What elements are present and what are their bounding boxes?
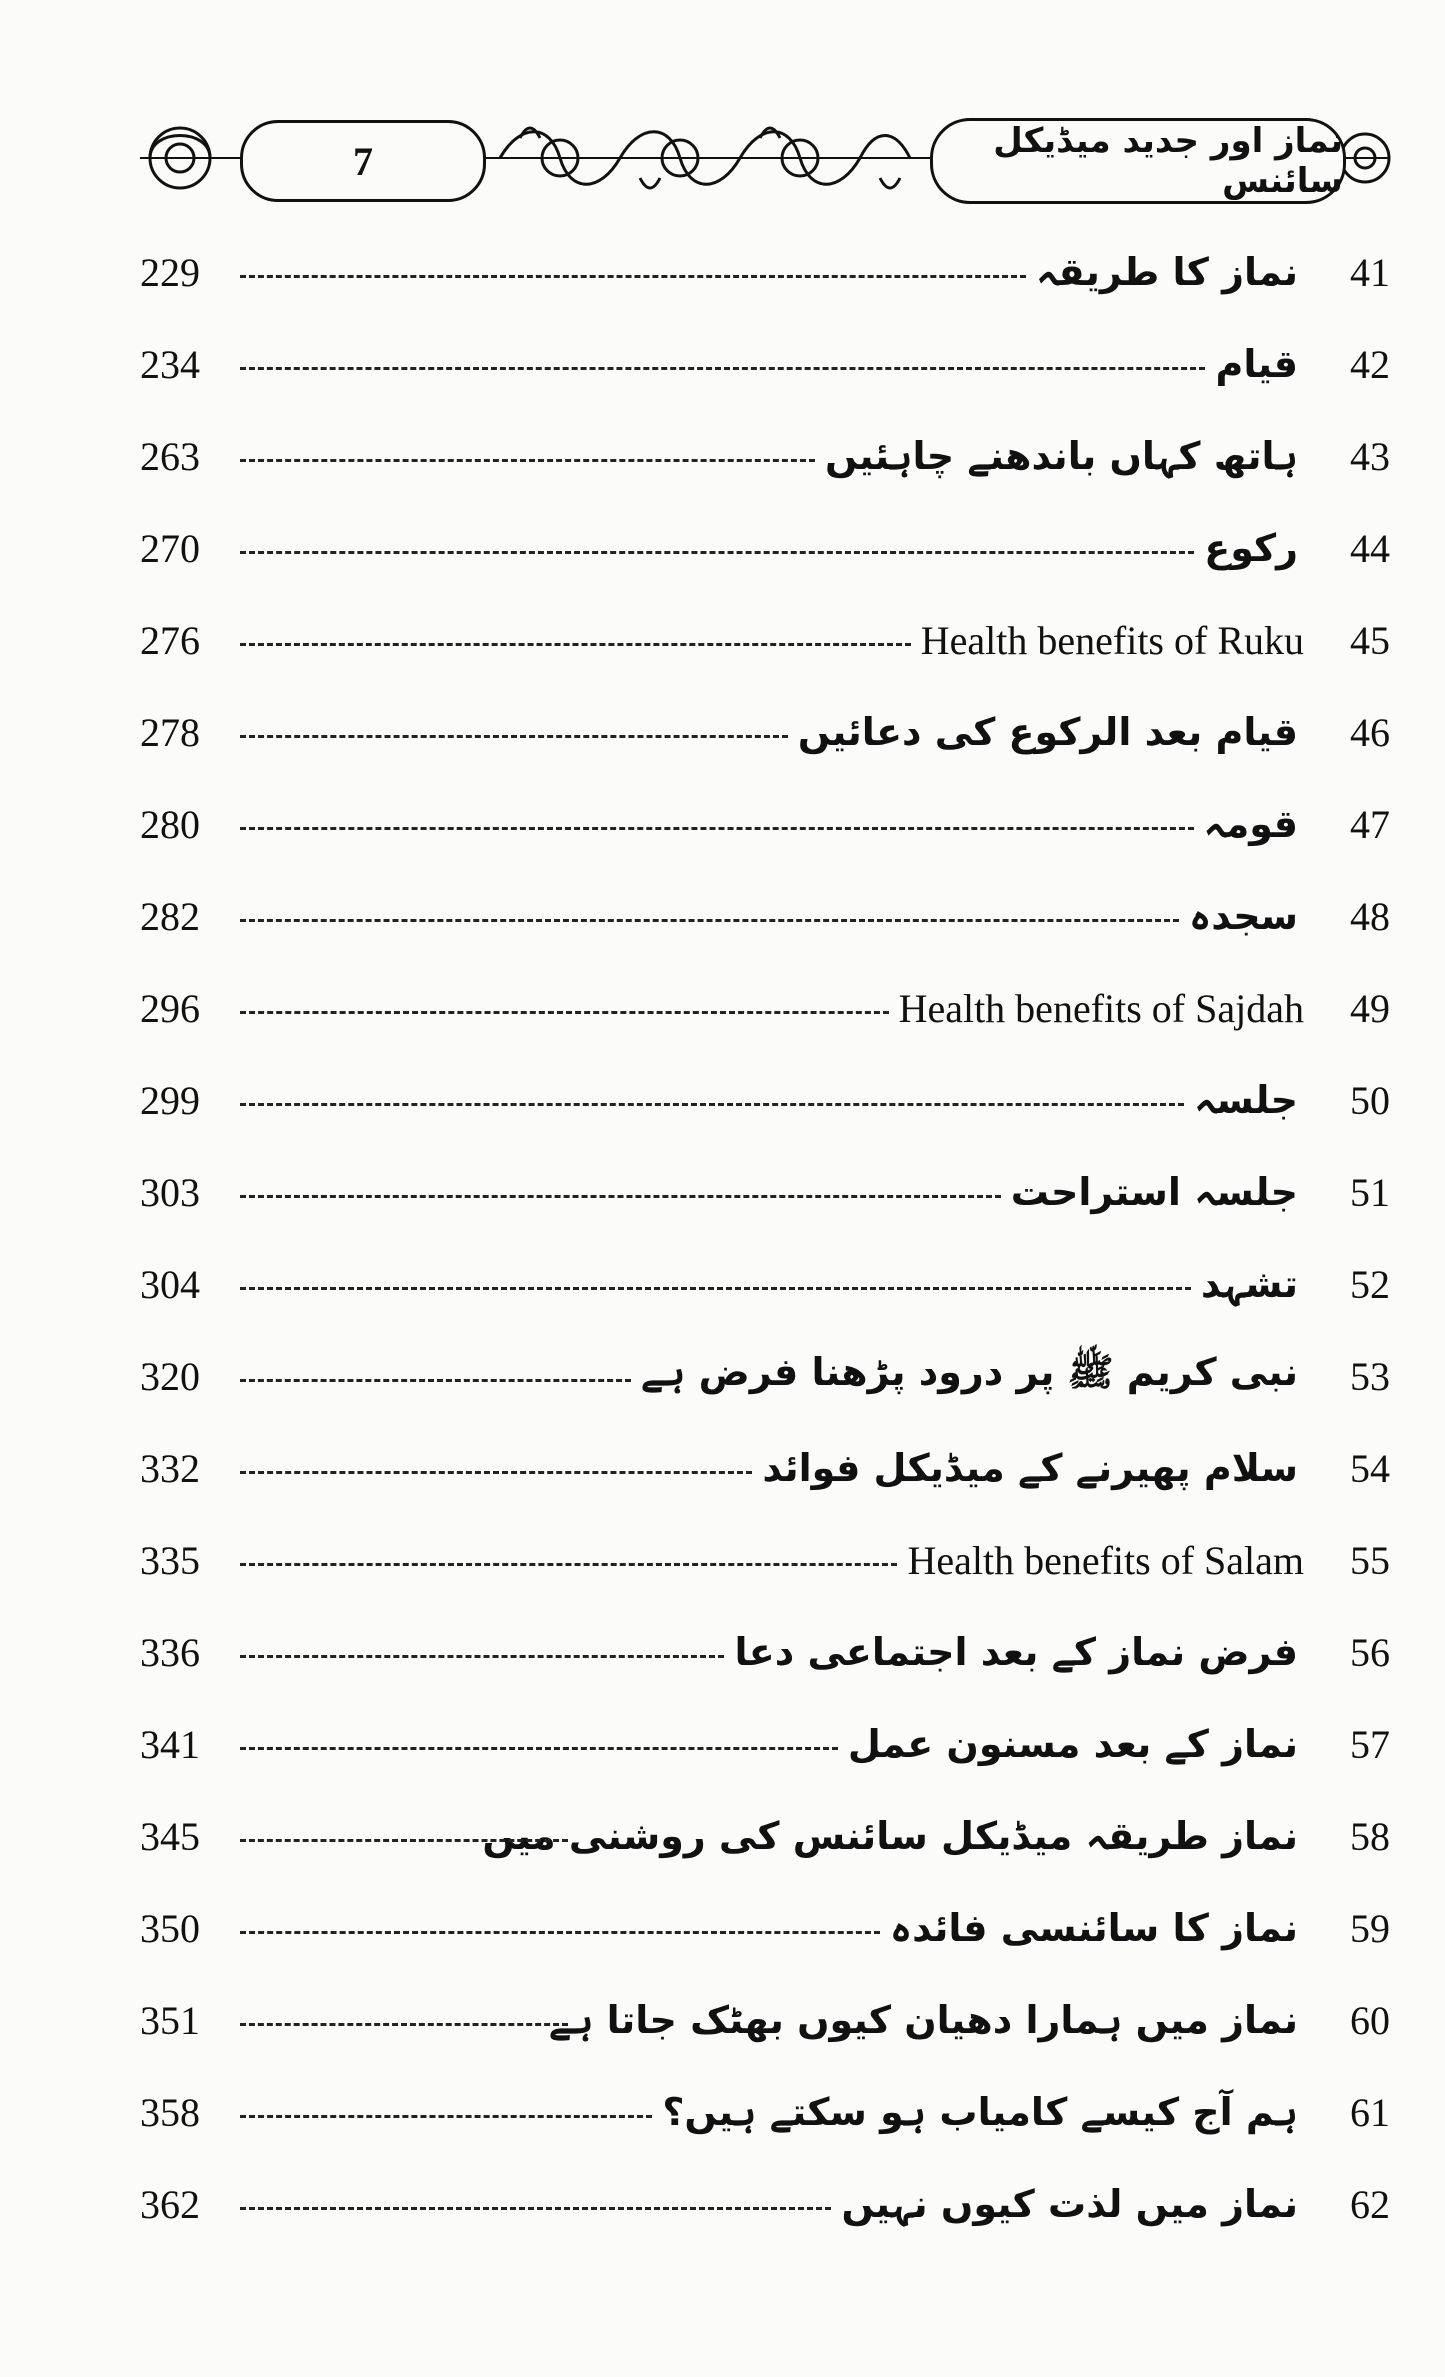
dot-leader (240, 735, 788, 738)
dot-leader (240, 551, 1194, 554)
entry-page-number: 270 (140, 525, 200, 571)
entry-title: نماز کا طریقہ (1035, 250, 1298, 294)
entry-page-number: 332 (140, 1445, 200, 1491)
entry-page-number: 350 (140, 1905, 200, 1951)
entry-number: 58 (1350, 1813, 1390, 1859)
toc-entry (140, 778, 1390, 870)
entry-number: 57 (1350, 1721, 1390, 1767)
entry-number: 44 (1350, 525, 1390, 571)
entry-number: 48 (1350, 893, 1390, 939)
entry-page-number: 303 (140, 1169, 200, 1215)
entry-page-number: 345 (140, 1813, 200, 1859)
dot-leader (240, 1379, 631, 1382)
entry-number: 62 (1350, 2181, 1390, 2227)
toc-entry (140, 1146, 1390, 1238)
entry-number: 51 (1350, 1169, 1390, 1215)
entry-page-number: 263 (140, 433, 200, 479)
entry-title: قومہ (1203, 802, 1298, 846)
entry-number: 59 (1350, 1905, 1390, 1951)
table-of-contents (140, 226, 1390, 2250)
toc-entry (140, 1882, 1390, 1974)
entry-page-number: 282 (140, 893, 200, 939)
dot-leader (240, 643, 911, 646)
toc-entry (140, 410, 1390, 502)
entry-page-number: 296 (140, 985, 200, 1031)
toc-entry (140, 1974, 1390, 2066)
entry-page-number: 335 (140, 1537, 200, 1583)
toc-entry (140, 2158, 1390, 2250)
entry-number: 47 (1350, 801, 1390, 847)
entry-page-number: 299 (140, 1077, 200, 1123)
dot-leader (240, 1471, 752, 1474)
toc-entry (140, 2066, 1390, 2158)
book-title: نماز اور جدید میڈیکل سائنس (930, 118, 1346, 204)
entry-page-number: 320 (140, 1353, 200, 1399)
dot-leader (240, 827, 1194, 830)
dot-leader (240, 2115, 652, 2118)
entry-title: سجدہ (1189, 894, 1298, 938)
entry-number: 60 (1350, 1997, 1390, 2043)
entry-number: 45 (1350, 617, 1390, 663)
entry-number: 43 (1350, 433, 1390, 479)
entry-page-number: 304 (140, 1261, 200, 1307)
entry-title: جلسہ (1194, 1078, 1298, 1122)
dot-leader (240, 1287, 1191, 1290)
dot-leader (240, 1011, 889, 1014)
toc-entry (140, 686, 1390, 778)
entry-title: Health benefits of Salam (907, 1537, 1304, 1583)
toc-entry (140, 1330, 1390, 1422)
page-header (140, 108, 1390, 208)
entry-title: Health benefits of Ruku (920, 617, 1304, 663)
dot-leader (240, 1747, 838, 1750)
entry-title: ہم آج کیسے کامیاب ہو سکتے ہیں؟ (662, 2090, 1298, 2134)
toc-entry (140, 1790, 1390, 1882)
entry-number: 49 (1350, 985, 1390, 1031)
dot-leader (240, 919, 1179, 922)
entry-page-number: 362 (140, 2181, 200, 2227)
entry-page-number: 278 (140, 709, 200, 755)
entry-title: ہاتھ کہاں باندھنے چاہئیں (824, 434, 1298, 478)
toc-entry (140, 1698, 1390, 1790)
dot-leader (240, 1655, 724, 1658)
entry-title: نماز طریقہ میڈیکل سائنس کی روشنی میں (482, 1814, 1298, 1858)
toc-entry (140, 870, 1390, 962)
toc-entry (140, 502, 1390, 594)
dot-leader (240, 1195, 1001, 1198)
entry-title: نماز میں ہمارا دھیان کیوں بھٹک جاتا ہے (548, 1998, 1298, 2042)
toc-entry (140, 1422, 1390, 1514)
entry-number: 53 (1350, 1353, 1390, 1399)
toc-entry (140, 318, 1390, 410)
toc-entry (140, 226, 1390, 318)
toc-entry (140, 1238, 1390, 1330)
entry-title: رکوع (1204, 526, 1298, 570)
entry-title: جلسہ استراحت (1010, 1170, 1298, 1214)
dot-leader (240, 1103, 1184, 1106)
entry-title: نماز کا سائنسی فائدہ (889, 1906, 1298, 1950)
entry-title: نماز میں لذت کیوں نہیں (841, 2182, 1298, 2226)
entry-title: قیام بعد الرکوع کی دعائیں (797, 710, 1298, 754)
dot-leader (240, 1563, 897, 1566)
entry-title: سلام پھیرنے کے میڈیکل فوائد (762, 1446, 1298, 1490)
dot-leader (240, 459, 815, 462)
entry-title: قیام (1215, 342, 1298, 386)
dot-leader (240, 275, 1026, 278)
dot-leader (240, 2207, 831, 2210)
toc-entry (140, 962, 1390, 1054)
toc-entry (140, 594, 1390, 686)
entry-number: 41 (1350, 249, 1390, 295)
entry-number: 61 (1350, 2089, 1390, 2135)
dot-leader (240, 1839, 568, 1842)
entry-number: 55 (1350, 1537, 1390, 1583)
entry-number: 50 (1350, 1077, 1390, 1123)
dot-leader (240, 1931, 880, 1934)
entry-page-number: 351 (140, 1997, 200, 2043)
entry-page-number: 341 (140, 1721, 200, 1767)
entry-title: نماز کے بعد مسنون عمل (847, 1722, 1298, 1766)
entry-page-number: 358 (140, 2089, 200, 2135)
entry-number: 54 (1350, 1445, 1390, 1491)
entry-page-number: 229 (140, 249, 200, 295)
dot-leader (240, 367, 1205, 370)
page-number: 7 (240, 120, 486, 202)
entry-title: فرض نماز کے بعد اجتماعی دعا (734, 1630, 1298, 1674)
entry-number: 56 (1350, 1629, 1390, 1675)
entry-title: Health benefits of Sajdah (898, 985, 1304, 1031)
toc-entry (140, 1054, 1390, 1146)
entry-title: نبی کریم ﷺ پر درود پڑھنا فرض ہے (640, 1349, 1298, 1394)
entry-number: 42 (1350, 341, 1390, 387)
dot-leader (240, 2023, 568, 2026)
toc-entry (140, 1606, 1390, 1698)
entry-number: 46 (1350, 709, 1390, 755)
entry-number: 52 (1350, 1261, 1390, 1307)
entry-page-number: 280 (140, 801, 200, 847)
toc-entry (140, 1514, 1390, 1606)
entry-page-number: 276 (140, 617, 200, 663)
entry-title: تشہد (1200, 1262, 1298, 1306)
entry-page-number: 234 (140, 341, 200, 387)
entry-page-number: 336 (140, 1629, 200, 1675)
